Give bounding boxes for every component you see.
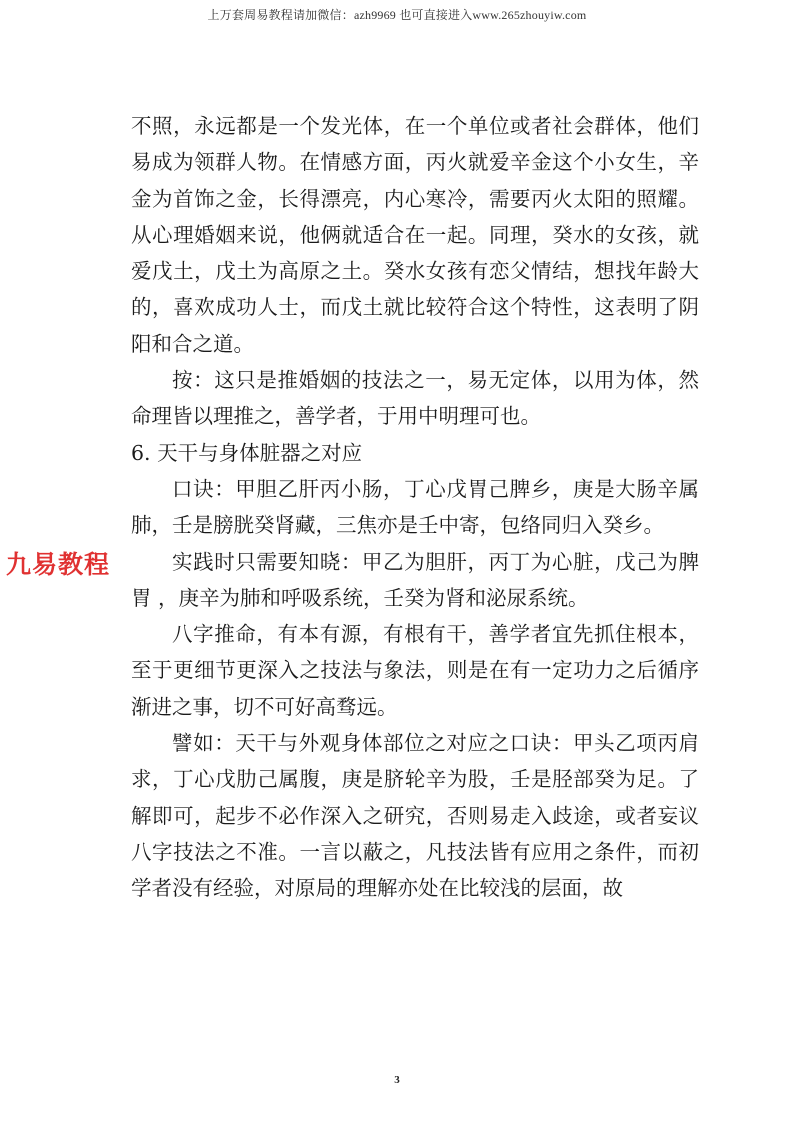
paragraph-6: 譬如：天干与外观身体部位之对应之口诀：甲头乙项丙肩求，丁心戊肋己属腹，庚是脐轮辛为股，壬是胫部癸为足。了解即可，起步不必作深入之研究，否则易走入歧途，或者妄议八字技法之不准。一言以蔽之，凡技法皆有应用之条件，而初学者没有经验，对原局的理解亦处在比较浅的层面，故: [131, 731, 699, 901]
document-body: [131, 108, 699, 907]
page-number: 3: [394, 1074, 400, 1086]
paragraph-1: 不照，永远都是一个发光体，在一个单位或者社会群体，他们易成为领群人物。在情感方面，丙火就爱辛金这个小女生，辛金为首饰之金，长得漂亮，内心寒冷，需要丙火太阳的照耀。从心理婚姻来说，他俩就适合在一起。同理，癸水的女孩，就爱戊土，戊土为高原之土。癸水女孩有恋父情结，想找年龄大的，喜欢成功人士，而戊土就比较符合这个特性，这表明了阴阳和合之道。: [131, 114, 699, 356]
section-heading: 6. 天干与身体脏器之对应: [131, 440, 363, 465]
paragraph-2: 按：这只是推婚姻的技法之一，易无定体，以用为体，然命理皆以理推之，善学者，于用中明理可也。: [131, 368, 699, 429]
watermark-logo: 九易教程: [6, 550, 111, 579]
page-header: 上万套周易教程请加微信：azh9969 也可直接进入www.265zhouyiw.com: [207, 8, 587, 22]
paragraph-4: 实践时只需要知晓：甲乙为胆肝，丙丁为心脏，戊己为脾胃 ，庚辛为肺和呼吸系统，壬癸为肾和泌尿系统。: [131, 549, 699, 610]
paragraph-3: 口诀：甲胆乙肝丙小肠，丁心戊胃己脾乡，庚是大肠辛属肺，壬是膀胱癸肾藏，三焦亦是壬中寄，包络同归入癸乡。: [131, 476, 699, 538]
paragraph-5: 八字推命，有本有源，有根有干，善学者宜先抓住根本，至于更细节更深入之技法与象法，则是在有一定功力之后循序渐进之事，切不可好高骛远。: [131, 622, 699, 719]
